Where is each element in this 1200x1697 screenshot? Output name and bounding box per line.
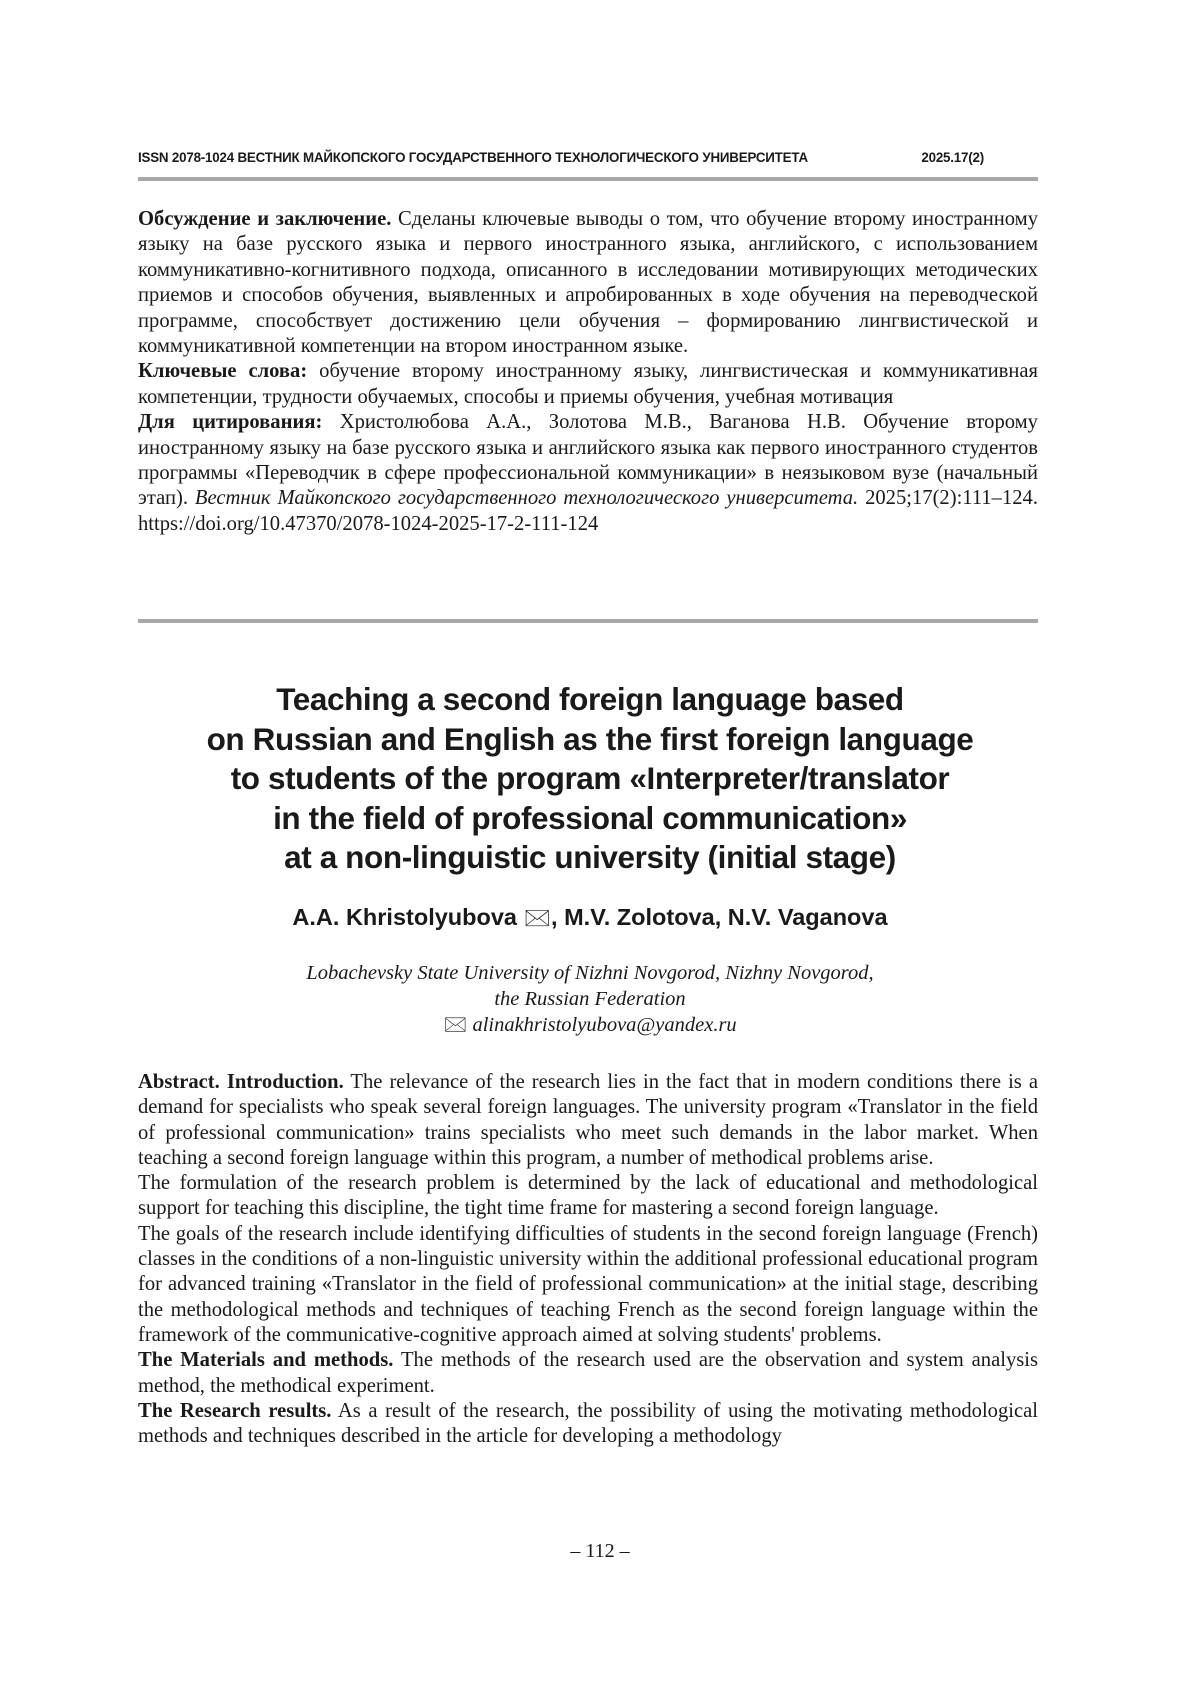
abstract-goals: The goals of the research include identifying difficulties of students in the second foreign language (French) classes in the conditions of a non-linguistic university within the additional professional educational program for advanced training «Translator in the field of professional communication» at the initial stage, describing the methodological methods and techniques of teaching French as the second foreign language within the framework of the communicative-cognitive approach aimed at solving students' problems. <box>138 1222 1038 1346</box>
abstract-problem: The formulation of the research problem is determined by the lack of educational and methodological support for teaching this discipline, the tight time frame for mastering a second foreign language. <box>138 1172 1038 1220</box>
abstract-intro-text: The relevance of the research lies in the fact that in modern conditions there is a demand for specialists who speak several foreign languages. The university program «Translator in the field of professional communication» trains specialists who meet such demands in the labor market. When teaching a second foreign language within this program, a number of methodical problems arise. <box>138 1071 1038 1169</box>
abstract-methods <box>138 1348 1038 1399</box>
email-link[interactable]: alinakhristolyubova@yandex.ru <box>472 1014 737 1036</box>
abstract-results <box>138 1399 1038 1450</box>
keywords-text: обучение второму иностранному языку, лингвистическая и коммуникативная компетенции, трудности обучаемых, способы и приемы обучения, учебная мотивация <box>138 360 1038 408</box>
citation-journal: Вестник Майкопского государственного технологического университета. <box>194 487 859 510</box>
keywords-label: Ключевые слова: <box>138 360 308 383</box>
citation-text: Христолюбова А.А., Золотова М.В., Ваганова Н.В. Обучение второму иностранному языку на базе русского языка и английского языка как первого иностранного студентов программы «Переводчик в сфере профессиональной коммуникации» в неязыковом вузе (начальный этап). <box>138 411 1038 510</box>
affiliation-country: the Russian Federation <box>494 988 686 1010</box>
abstract-introduction <box>138 1070 1038 1171</box>
affiliation <box>150 960 1030 1038</box>
citation-label: Для цитирования: <box>138 411 323 434</box>
author-corresponding: A.A. Khristolyubova <box>292 904 518 930</box>
running-head-issue: 2025.17(2) <box>921 150 984 166</box>
title-line: Teaching a second foreign language based <box>276 681 904 717</box>
results-text: As a result of the research, the possibility of using the motivating methodological methods and techniques described in the article for developing a methodology <box>138 1399 1039 1448</box>
envelope-icon: 🖂 <box>523 904 552 930</box>
running-head-journal: ISSN 2078-1024 ВЕСТНИК МАЙКОПСКОГО ГОСУДАРСТВЕННОГО ТЕХНОЛОГИЧЕСКОГО УНИВЕРСИТЕТА <box>138 150 808 166</box>
results-label: The Research results. <box>138 1399 332 1422</box>
discussion-label: Обсуждение и заключение. <box>138 208 392 230</box>
author-coauthors: , M.V. Zolotova, N.V. Vaganova <box>551 904 888 930</box>
methods-text: The methods of the research used are the observation and system analysis method, the methodical experiment. <box>138 1349 1039 1397</box>
keywords-paragraph <box>138 359 1038 410</box>
title-line: on Russian and English as the first foreign language <box>206 720 974 757</box>
citation-doi[interactable]: 2025;17(2):111–124. https://doi.org/10.47370/2078-1024-2025-17-2-111-124 <box>138 487 1038 535</box>
section-rule <box>138 619 1038 623</box>
affiliation-email-line <box>150 1012 1030 1038</box>
abstract-intro-label: Abstract. Introduction. <box>138 1071 344 1093</box>
header-rule <box>138 177 1038 181</box>
page-number: – 112 – <box>570 1540 630 1562</box>
author-list <box>150 900 1030 940</box>
methods-label: The Materials and methods. <box>138 1349 394 1372</box>
title-line: in the field of professional communication» <box>273 799 907 836</box>
affiliation-university: Lobachevsky State University of Nizhni Novgorod, Nizhny Novgorod, <box>306 962 874 984</box>
english-abstract <box>138 1070 1038 1449</box>
russian-abstract-section <box>138 207 1038 537</box>
running-head <box>138 150 984 166</box>
title-line: at a non-linguistic university (initial stage) <box>284 839 896 876</box>
citation-paragraph <box>138 410 1038 537</box>
title-line: to students of the program «Interpreter/translator <box>230 760 950 797</box>
discussion-text: Сделаны ключевые выводы о том, что обучение второму иностранному языку на базе русского языка и первого иностранного языка, английского, с использованием коммуникативно-когнитивного подхода, описанного в исследовании мотивирующих методических приемов и способов обучения, выявленных и апробированных в ходе обучения на переводческой программе, способствует достижению цели обучения – формированию лингвистической и коммуникативной компетенции на втором иностранном языке. <box>138 208 1038 358</box>
discussion-paragraph <box>138 207 1038 359</box>
article-title <box>150 680 1030 878</box>
envelope-icon: 🖂 <box>443 1014 468 1036</box>
